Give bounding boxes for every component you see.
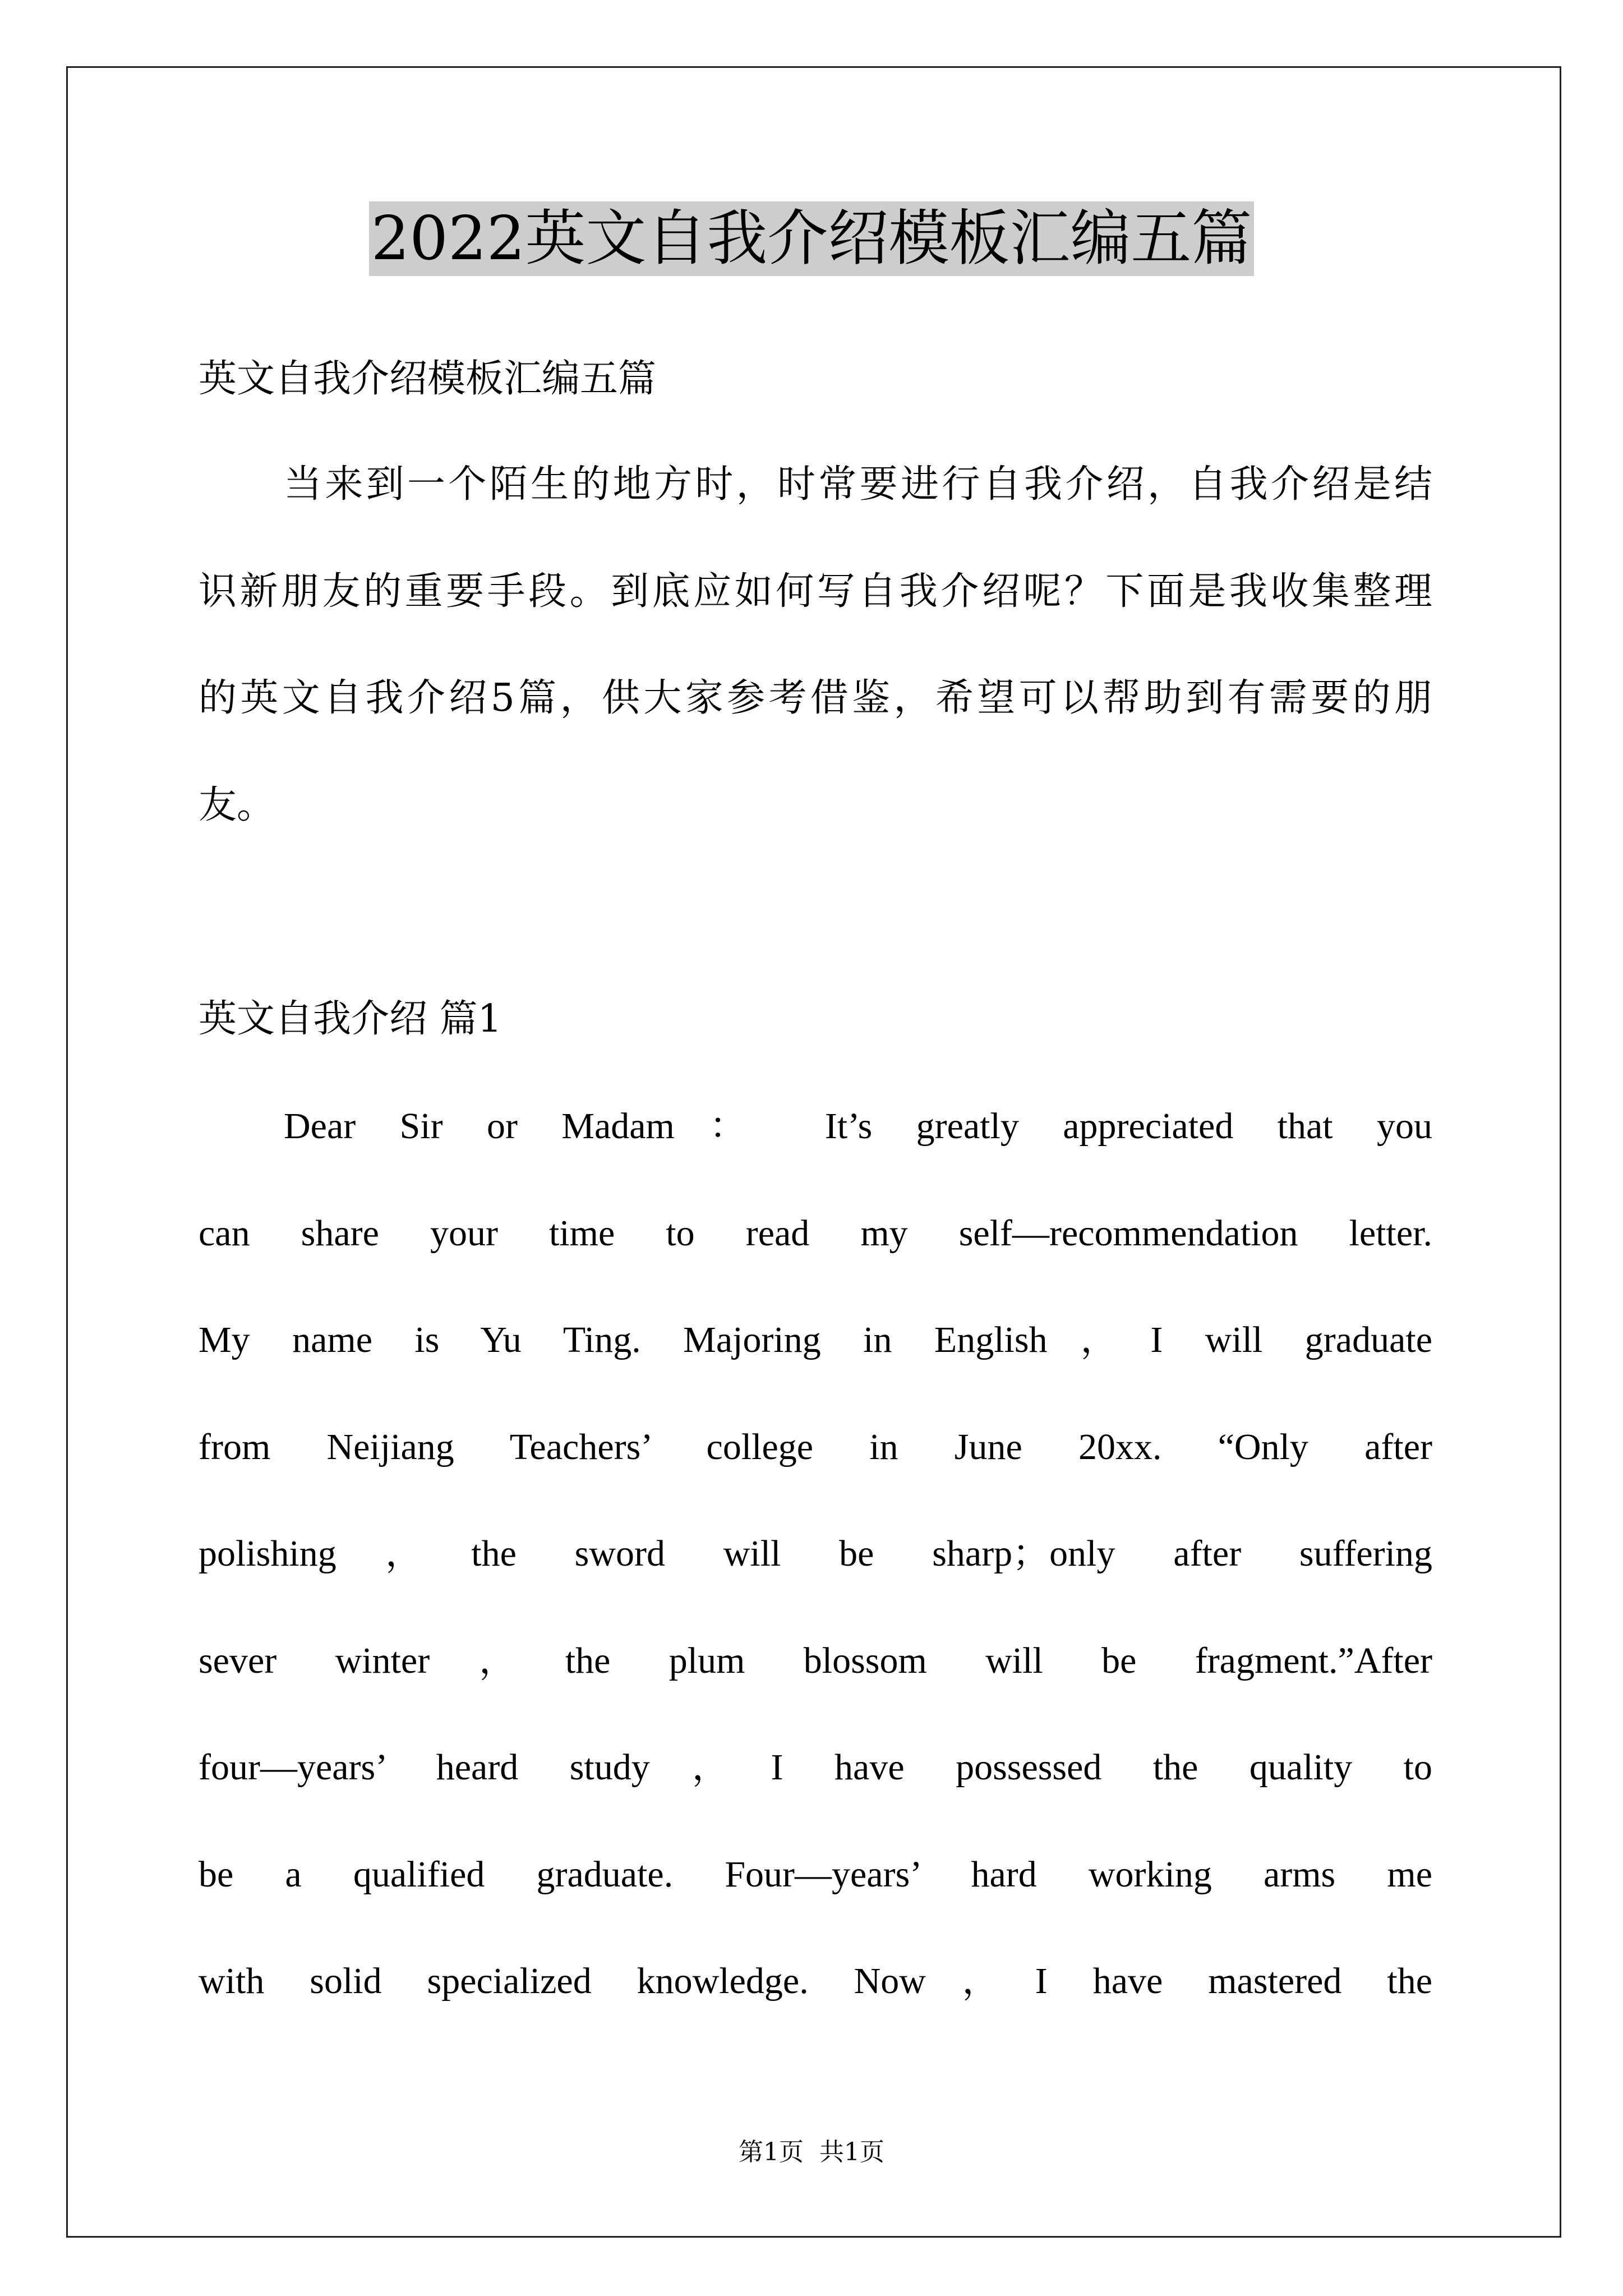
- paragraph-line: from Neijiang Teachers’ college in June 20xx. “Only after: [199, 1426, 1432, 1467]
- section-heading-block: [199, 966, 1432, 1073]
- page-footer: 第1页 共1页: [739, 2138, 884, 2166]
- paragraph-line: can share your time to read my self—recommendation letter.: [199, 1212, 1432, 1254]
- section1-paragraph: [199, 1073, 1432, 2035]
- paragraph-line: sever winter，the plum blossom will be fragment.”After: [199, 1640, 1432, 1681]
- paragraph-line: 识新朋友的重要手段。到底应如何写自我介绍呢？下面是我收集整理: [199, 569, 1432, 614]
- paragraph-line: 友。: [199, 783, 275, 827]
- subtitle-block: [199, 326, 1432, 433]
- paragraph-line: polishing，the sword will be sharp；only after suffering: [199, 1533, 1432, 1574]
- paragraph-line: with solid specialized knowledge. Now，I have mastered the: [199, 1961, 1432, 2001]
- paragraph-line: 的英文自我介绍5篇，供大家参考借鉴，希望可以帮助到有需要的朋: [199, 676, 1432, 720]
- paragraph-line: be a qualified graduate. Four—years’ hard working arms me: [199, 1853, 1432, 1895]
- paragraph-line: My name is Yu Ting. Majoring in English，I will graduate: [199, 1319, 1432, 1360]
- paragraph-line: four—years’ heard study，I have possessed the quality to: [199, 1747, 1432, 1788]
- paragraph-line: 当来到一个陌生的地方时，时常要进行自我介绍，自我介绍是结: [284, 462, 1432, 507]
- document-title: 2022英文自我介绍模板汇编五篇: [369, 201, 1255, 276]
- intro-paragraph: [199, 431, 1432, 859]
- document-subtitle: 英文自我介绍模板汇编五篇: [199, 357, 657, 401]
- title-container: [0, 201, 1623, 276]
- section-heading: 英文自我介绍 篇1: [199, 997, 502, 1041]
- paragraph-line: Dear Sir or Madam： It’s greatly appreciated that you: [284, 1106, 1432, 1147]
